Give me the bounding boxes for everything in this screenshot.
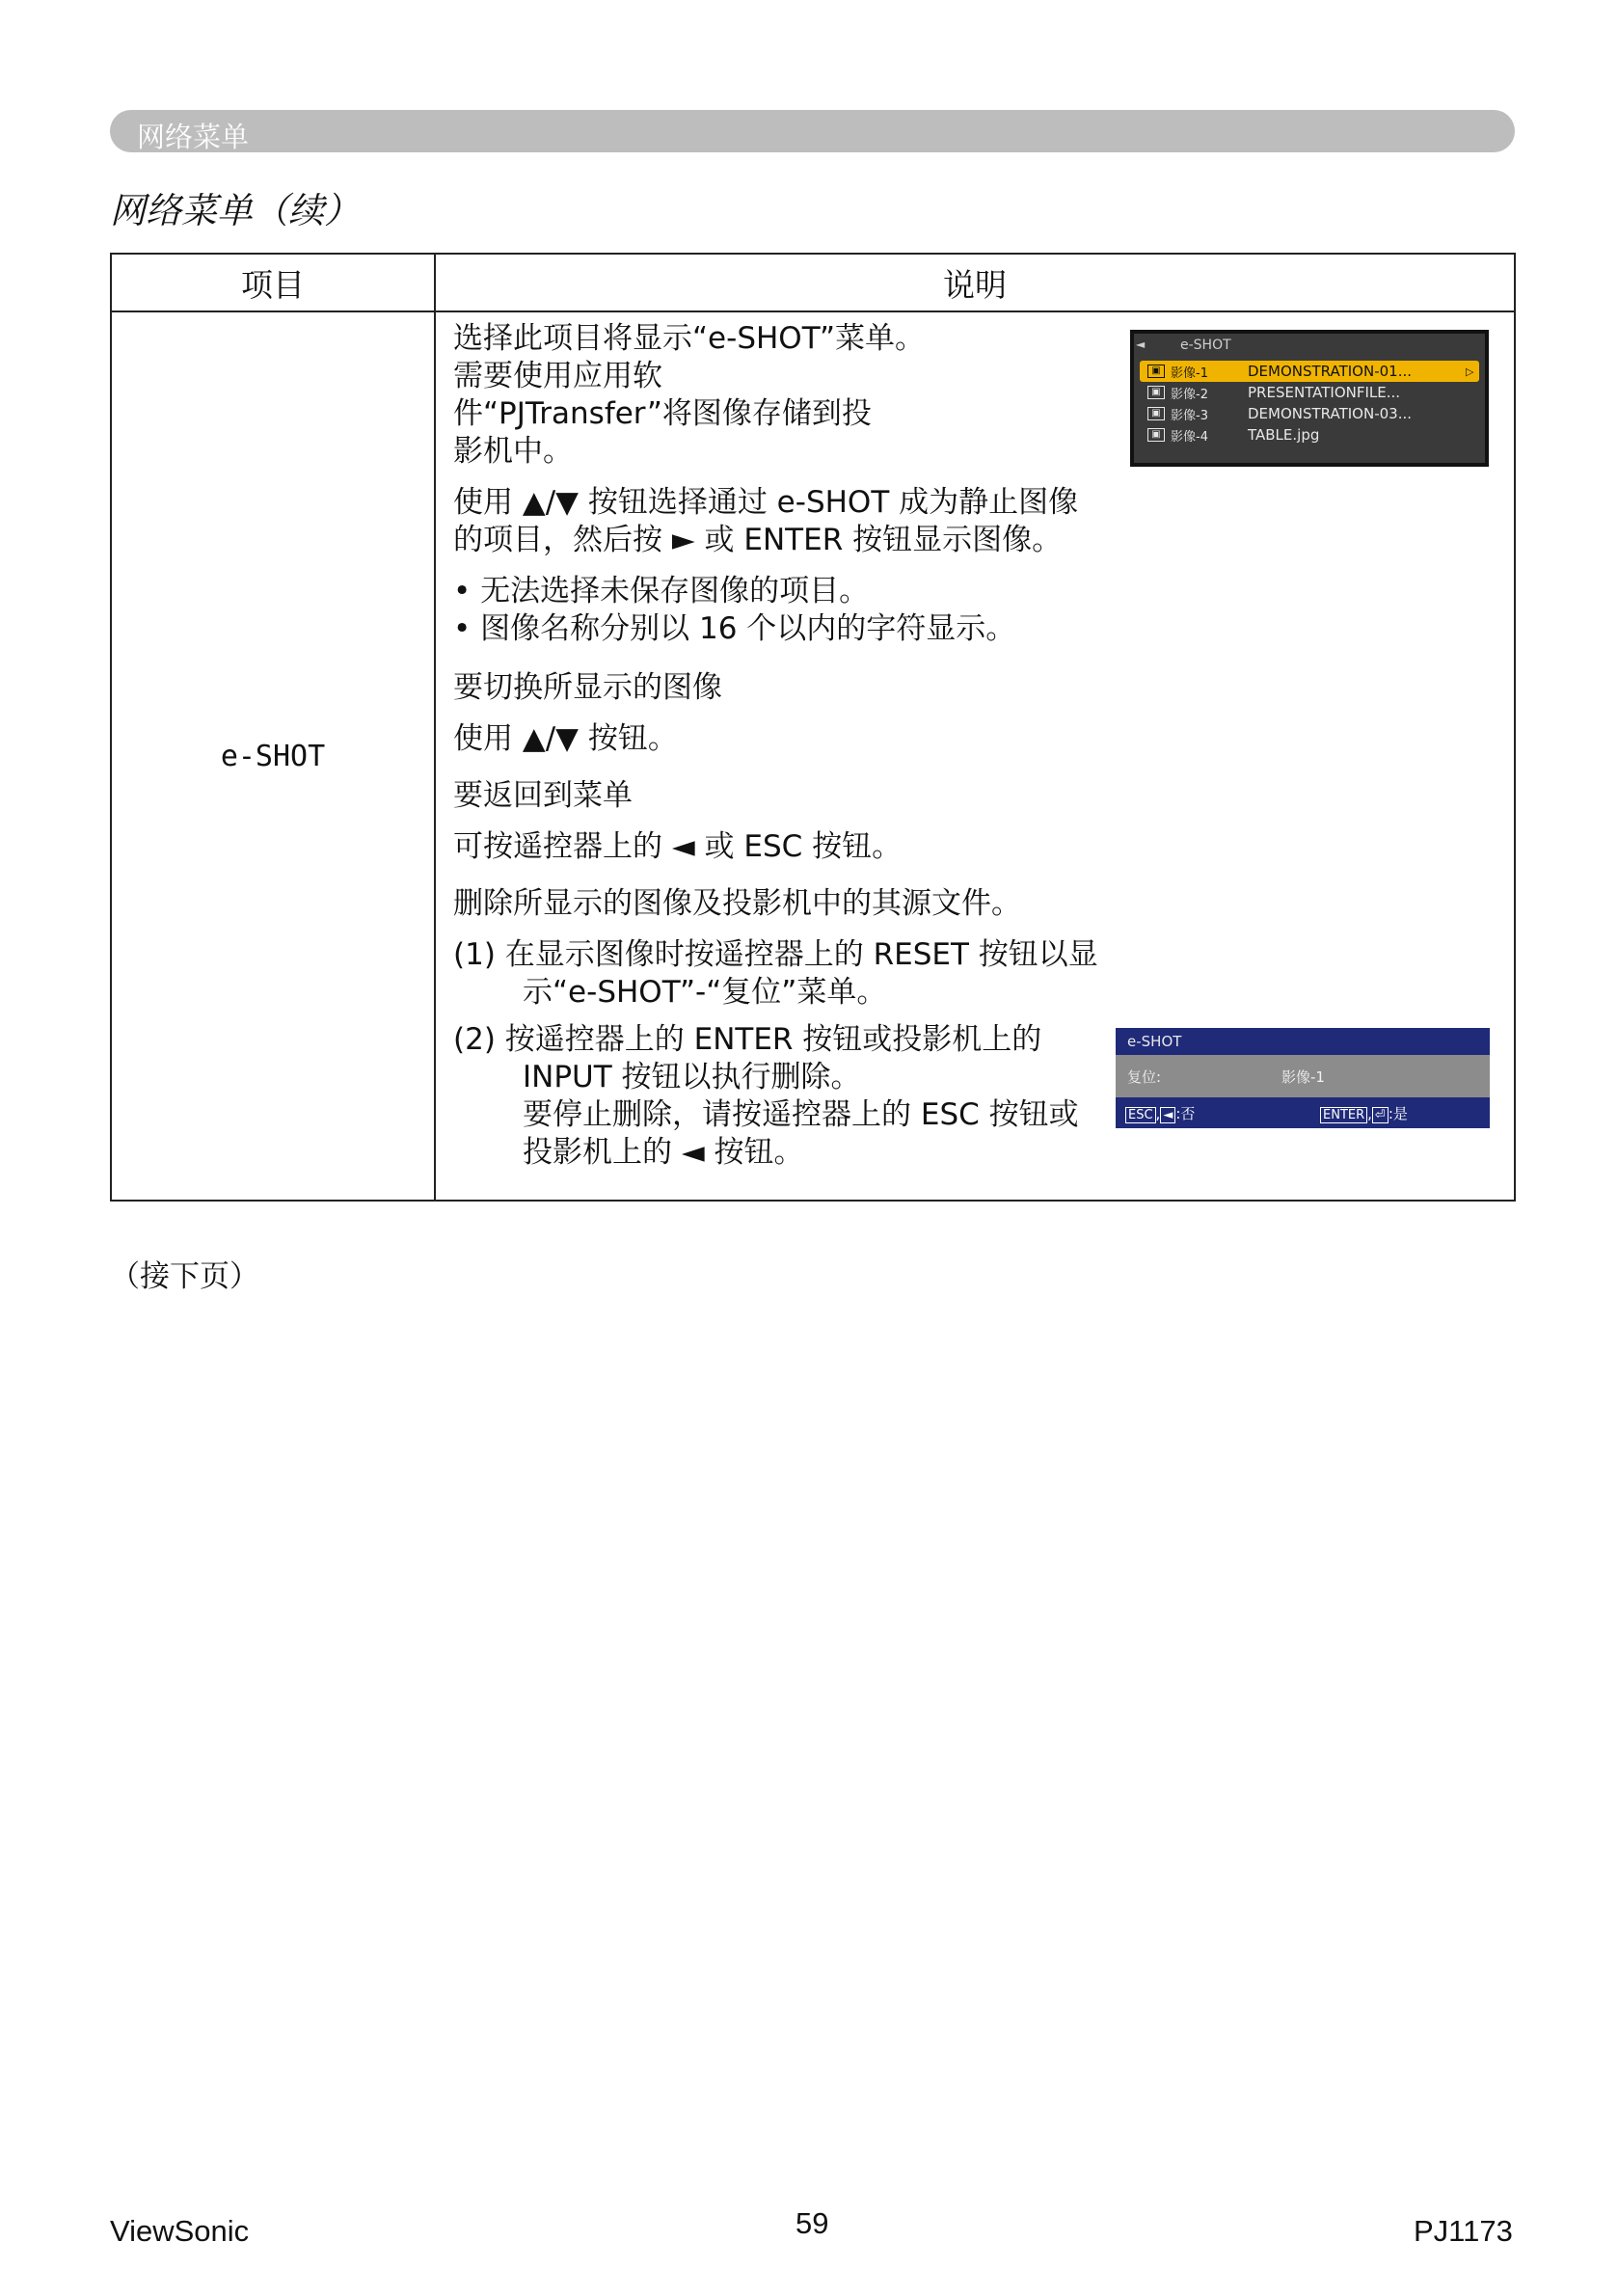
header-description: 说明 [435,254,1515,311]
return-text: 可按遥控器上的 ◄ 或 ESC 按钮。 [453,829,903,864]
eshot-row-label: 影像-1 [1171,365,1208,381]
section-header-bar [110,110,1515,152]
bullet-list [453,573,1099,648]
enter-key: ENTER [1320,1107,1367,1123]
yes-label: 是 [1392,1105,1408,1122]
table-header-row [111,254,1515,311]
header-item: 项目 [111,254,435,311]
desc-p3: 使用 ▲/▼ 按钮选择通过 e-SHOT 成为静止图像的项目，然后按 ► 或 ENTER 按钮显示图像。 [453,485,1079,557]
footer-model: PJ1173 [1414,2214,1513,2248]
bullet-item: • 图像名称分别以 16 个以内的字符显示。 [453,611,1016,646]
page-heading: 网络菜单（续） [110,190,360,231]
item-cell: e-SHOT [111,311,435,1201]
desc-p2: 需要使用应用软件“PJTransfer”将图像存储到投影机中。 [453,359,872,469]
return-title: 要返回到菜单 [453,778,633,813]
reset-dialog-footer [1116,1097,1490,1128]
step-2-text: (2) 按遥控器上的 ENTER 按钮或投影机上的 INPUT 按钮以执行删除。 [453,1022,1042,1094]
eshot-menu-row [1140,382,1479,403]
image-icon: ▣ [1147,407,1165,420]
input-key-icon: ⏎ [1372,1107,1389,1123]
reset-field-label: 复位: [1127,1068,1162,1086]
eshot-row-file: TABLE.jpg [1248,426,1320,444]
eshot-menu-list [1140,361,1479,446]
esc-key: ESC [1125,1107,1156,1123]
desc-p1: 选择此项目将显示“e-SHOT”菜单。 [453,321,926,356]
eshot-row-file: DEMONSTRATION-01... [1248,363,1413,380]
reset-dialog-body [1116,1055,1490,1097]
eshot-row-label: 影像-4 [1171,429,1208,445]
delete-title: 删除所显示的图像及投影机中的其源文件。 [453,886,1021,921]
image-icon: ▣ [1147,386,1165,399]
eshot-menu-row [1140,361,1479,382]
eshot-menu-row [1140,403,1479,424]
eshot-row-file: PRESENTATIONFILE... [1248,384,1401,401]
reset-dialog-screenshot [1116,1028,1490,1128]
step-2-stop-text: 要停止删除，请按遥控器上的 ESC 按钮或投影机上的 ◄ 按钮。 [523,1097,1079,1170]
eshot-menu-row [1140,424,1479,446]
bullet-item: • 无法选择未保存图像的项目。 [453,574,870,608]
page-number: 59 [796,2206,829,2240]
image-icon: ▣ [1147,365,1165,378]
section-header-label: 网络菜单 [137,121,250,153]
continued-note: （接下页） [110,1259,259,1294]
no-label: 否 [1180,1105,1196,1122]
eshot-row-label: 影像-2 [1171,387,1208,402]
left-key-icon: ◄ [1160,1107,1175,1123]
reset-field-value: 影像-1 [1281,1068,1325,1086]
eshot-menu-title: e-SHOT [1180,338,1231,353]
switch-title: 要切换所显示的图像 [453,670,722,705]
eshot-menu-screenshot [1130,330,1489,467]
menu-back-icon: ◄ [1136,338,1146,351]
eshot-row-file: DEMONSTRATION-03... [1248,405,1413,422]
eshot-row-label: 影像-3 [1171,408,1208,423]
switch-text: 使用 ▲/▼ 按钮。 [453,721,678,756]
footer-brand: ViewSonic [110,2214,250,2248]
description-text [453,320,1099,1181]
chevron-right-icon: ▷ [1466,365,1474,378]
image-icon: ▣ [1147,428,1165,442]
reset-yes-hint: ENTER , ⏎ :是 [1320,1103,1408,1123]
reset-dialog-title: e-SHOT [1116,1028,1490,1055]
step-1: (1) 在显示图像时按遥控器上的 RESET 按钮以显示“e-SHOT”-“复位”菜单。 [453,937,1098,1010]
reset-no-hint: ESC , ◄ :否 [1125,1103,1195,1123]
step-2 [453,1021,1099,1172]
